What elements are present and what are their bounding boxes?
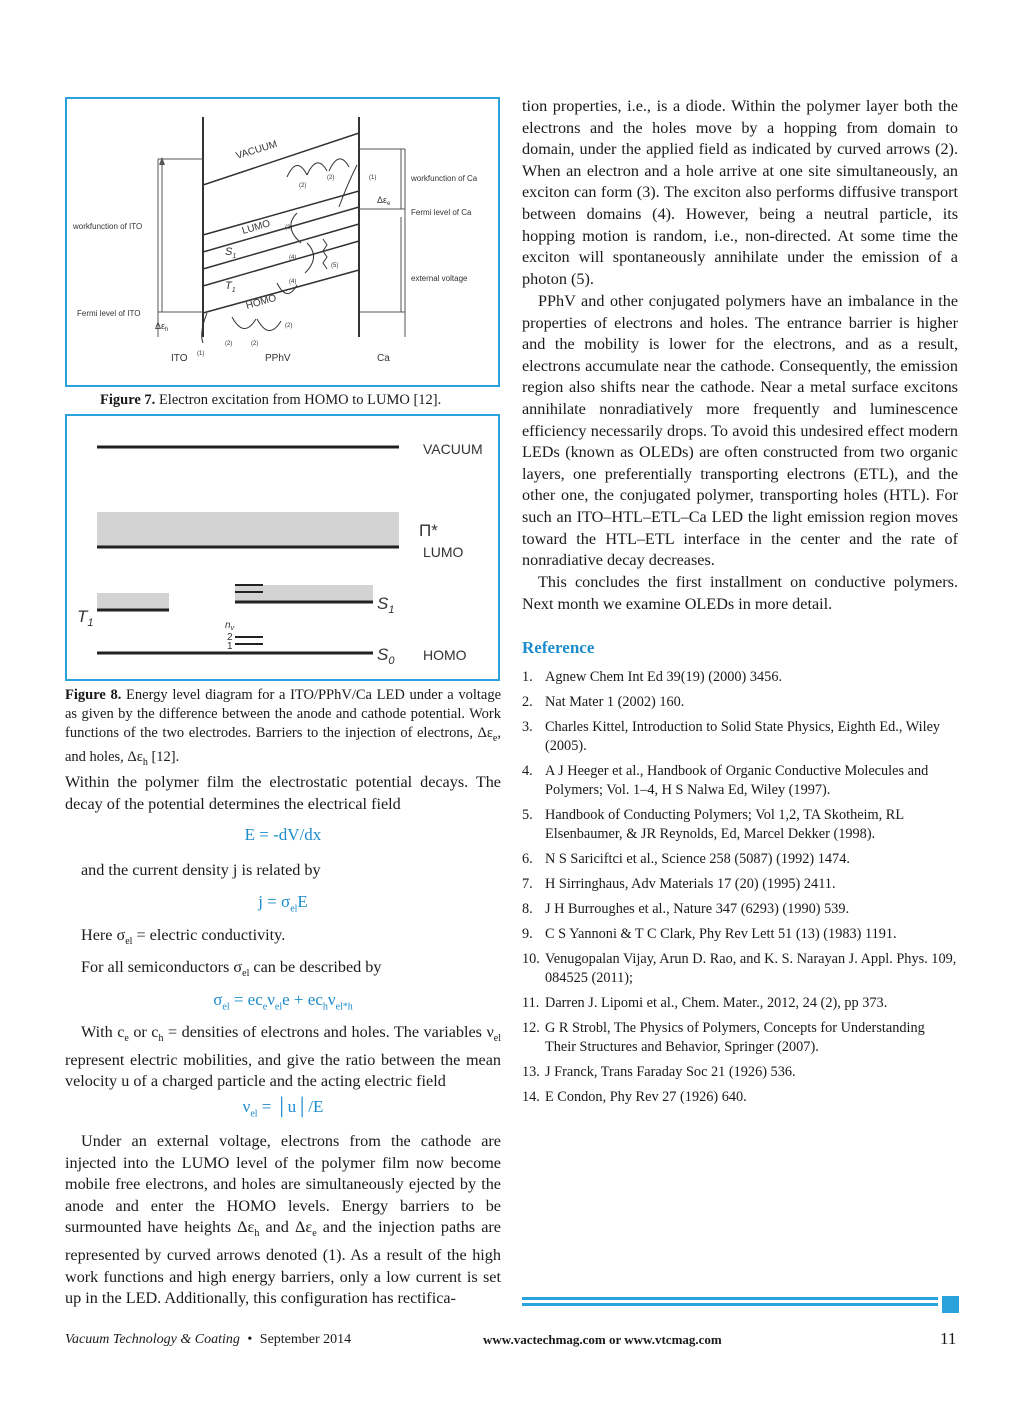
reference-text: Handbook of Conducting Polymers; Vol 1,2, TA Skotheim, RL Elsenbaumer, & JR Reynolds, Ed, Marcel Dekker (1998). bbox=[545, 807, 904, 842]
reference-item bbox=[522, 950, 958, 988]
reference-text: N S Sariciftci et al., Science 258 (5087) (1992) 1474. bbox=[545, 851, 850, 867]
reference-number: 14. bbox=[522, 1089, 540, 1105]
reference-text: J H Burroughes et al., Nature 347 (6293) (1990) 539. bbox=[545, 901, 850, 917]
svg-text:(4): (4) bbox=[289, 279, 297, 285]
reference-item bbox=[522, 1019, 958, 1057]
fig8-s1-band bbox=[235, 585, 373, 602]
reference-item bbox=[522, 718, 958, 756]
fig7-delta-ee-label: $\Delta\varepsilon_e$ bbox=[377, 195, 391, 207]
vacuum-level-line bbox=[203, 133, 359, 185]
footer-accent-rule bbox=[522, 1297, 938, 1309]
reference-number: 2. bbox=[522, 694, 533, 710]
reference-item bbox=[522, 668, 958, 687]
reference-text: C S Yannoni & T C Clark, Phy Rev Lett 51 (13) (1983) 1191. bbox=[545, 926, 897, 942]
figure-8-caption: Figure 8. Energy level diagram for a ITO/PPhV/Ca LED under a voltage as given by the difference between the anode and cathode potential. Work functions of the two electrodes. Barriers to the injection of electrons, $\Delta\varepsilon_e$, and holes, $\Delta\varepsilon_h$ [12]. bbox=[65, 687, 501, 768]
reference-text: H Sirringhaus, Adv Materials 17 (20) (1995) 2411. bbox=[545, 876, 836, 892]
left-para-3: Here $\sigma_{el}$ = electric conductivity. bbox=[81, 926, 286, 948]
fig7-t1-label: $T_1$ bbox=[225, 280, 236, 294]
footer-journal-info bbox=[65, 1332, 351, 1348]
reference-text: Venugopalan Vijay, Arun D. Rao, and K. S. Narayan J. Appl. Phys. 109, 084525 (2011); bbox=[545, 951, 957, 986]
svg-text:(2): (2) bbox=[285, 323, 293, 329]
reference-number: 5. bbox=[522, 807, 533, 823]
fig8-lumo-band bbox=[97, 512, 399, 547]
reference-item bbox=[522, 875, 958, 894]
fig8-nv-label: $n_v$ bbox=[225, 620, 235, 632]
reference-heading: Reference bbox=[522, 638, 595, 657]
reference-number: 11. bbox=[522, 995, 540, 1011]
fig8-lumo-label: LUMO bbox=[423, 544, 464, 560]
reference-number: 8. bbox=[522, 901, 533, 917]
fig7-delta-eh-label: $\Delta\varepsilon_h$ bbox=[155, 321, 169, 333]
svg-text:(1): (1) bbox=[197, 351, 205, 357]
svg-text:(3): (3) bbox=[285, 225, 293, 231]
fig8-s0-label: $S_0$ bbox=[377, 645, 395, 667]
reference-item bbox=[522, 806, 958, 844]
fig7-workfunction-ito-label: workfunction of ITO bbox=[73, 222, 143, 231]
footer-accent-square bbox=[942, 1296, 959, 1313]
fig7-ito-label: ITO bbox=[171, 353, 188, 364]
fig7-vacuum-label: VACUUM bbox=[234, 138, 279, 162]
svg-text:(2): (2) bbox=[251, 341, 259, 347]
reference-item bbox=[522, 850, 958, 869]
left-para-1: Within the polymer film the electrostatic potential decays. The decay of the potential determines the electrical field bbox=[65, 773, 501, 813]
reference-number: 1. bbox=[522, 669, 533, 685]
equation-electric-field: E = -dV/dx bbox=[244, 825, 322, 844]
reference-item bbox=[522, 1088, 958, 1107]
fig8-homo-label: HOMO bbox=[423, 647, 467, 663]
reference-text: J Franck, Trans Faraday Soc 21 (1926) 536. bbox=[545, 1064, 796, 1080]
fig7-workfunction-ca-label: workfunction of Ca bbox=[411, 174, 478, 183]
reference-text: G R Strobl, The Physics of Polymers, Concepts for Understanding Their Structures and Behavior, Springer (2007). bbox=[545, 1020, 925, 1055]
fig8-v1-label: 1 bbox=[227, 641, 233, 652]
reference-text: A J Heeger et al., Handbook of Organic Conductive Molecules and Polymers; Vol. 1–4, H S Nalwa Ed, Wiley (1997). bbox=[545, 763, 929, 798]
journal-name: Vacuum Technology & Coating bbox=[65, 1332, 240, 1347]
right-para-2: PPhV and other conjugated polymers have an imbalance in the properties of electrons and holes. The entrance barrier is higher and the mobility is lower for the electrons, and as a result, electrons accumulate near the cathode. Consequently, the emission region also shifts near the cathode. Near a metal surface excitons annihilate nonradiatively more frequently and luminescence efficiency necessarily drops. To avoid this undesired effect modern LEDs (known as OLEDs) are often constructed from two organic layers, one preferentially transporting electrons (ETL), and the other one, the conjugated polymer, transporting holes (HTL). For such an ITO–HTL–ETL–Ca LED the light emission region moves toward the HTL–ETL interface in the center and the rate of nonradiative decay decreases. bbox=[522, 292, 958, 570]
reference-number: 4. bbox=[522, 763, 533, 779]
reference-text: Agnew Chem Int Ed 39(19) (2000) 3456. bbox=[545, 669, 783, 685]
reference-text: Charles Kittel, Introduction to Solid State Physics, Eighth Ed., Wiley (2005). bbox=[545, 719, 941, 754]
footer-website[interactable]: www.vactechmag.com or www.vtcmag.com bbox=[483, 1332, 722, 1347]
reference-text: Darren J. Lipomi et al., Chem. Mater., 2012, 24 (2), pp 373. bbox=[545, 995, 888, 1011]
figure-8-frame bbox=[65, 414, 500, 681]
right-para-1: tion properties, i.e., is a diode. Within the polymer layer both the electrons and the holes move by a hopping from domain to domain, under the applied field as indicated by curved arrows (2). When an electron and a hole arrive at one site simultaneously, an exciton can form (3). The exciton also performs diffusive transport between domains (4). However, being a neutral particle, its hopping motion is random, i.e., non-directed. At some time the exciton will spontaneously annihilate under the emission of a photon (5). bbox=[522, 97, 958, 288]
svg-text:(2): (2) bbox=[299, 183, 307, 189]
left-para-6: Under an external voltage, electrons from the cathode are injected into the LUMO level of the polymer film now become mobile free electrons, and holes are simultaneously ejected by the anode and enter the HOMO levels. Energy barriers to be surmounted have heights $\Delta\varepsilon_h$ and $\Delta\varepsilon_e$ and the injection paths are represented by curved arrows denoted (1). As a result of the high work functions and high energy barriers, only a low current is set up in the LED. Additionally, this configuration has rectifica- bbox=[65, 1132, 501, 1308]
svg-text:(4): (4) bbox=[289, 255, 297, 261]
right-para-3: This concludes the first installment on conductive polymers. Next month we examine OLEDs in more detail. bbox=[522, 573, 958, 613]
reference-text: Nat Mater 1 (2002) 160. bbox=[545, 694, 685, 710]
reference-number: 9. bbox=[522, 926, 533, 942]
reference-number: 12. bbox=[522, 1020, 540, 1036]
figure-7-caption: Figure 7. Electron excitation from HOMO to LUMO [12]. bbox=[100, 392, 442, 408]
footer-separator: • bbox=[247, 1332, 253, 1347]
figure-7-diagram bbox=[67, 99, 498, 385]
reference-number: 13. bbox=[522, 1064, 540, 1080]
left-para-5: With $c_e$ or $c_h$ = densities of electrons and holes. The variables $\nu_{el}$ represent electric mobilities, and give the ratio between the mean velocity u of a charged particle and the acting electric field bbox=[65, 1023, 501, 1091]
reference-item bbox=[522, 762, 958, 800]
reference-item bbox=[522, 1063, 958, 1082]
fig8-s1-label: $S_1$ bbox=[377, 594, 395, 616]
fig7-ca-label: Ca bbox=[377, 353, 390, 364]
equation-current-density: $j = \sigma_{el}E$ bbox=[258, 892, 308, 915]
left-para-4: For all semiconductors $\sigma_{el}$ can be described by bbox=[81, 958, 382, 980]
fig8-v2-label: 2 bbox=[227, 632, 233, 643]
reference-text: E Condon, Phy Rev 27 (1926) 640. bbox=[545, 1089, 747, 1105]
fig8-vacuum-label: VACUUM bbox=[423, 441, 483, 457]
fig7-homo-label: HOMO bbox=[244, 292, 278, 312]
fig7-s1-label: $S_1$ bbox=[225, 246, 237, 260]
figure-7-frame bbox=[65, 97, 500, 387]
fig8-pi-star-label: Π* bbox=[419, 521, 438, 540]
fig7-pphv-label: PPhV bbox=[265, 353, 291, 364]
reference-number: 3. bbox=[522, 719, 533, 735]
fig7-external-voltage-label: external voltage bbox=[411, 274, 468, 283]
page-number: 11 bbox=[940, 1329, 957, 1348]
svg-text:(2): (2) bbox=[225, 341, 233, 347]
fig8-t1-label: $T_1$ bbox=[77, 607, 94, 629]
figure-8-diagram bbox=[67, 416, 498, 679]
fig7-lumo-label: LUMO bbox=[240, 218, 272, 237]
fig7-fermi-ca-label: Fermi level of Ca bbox=[411, 208, 472, 217]
equation-mobility: $\nu_{el}$ = │u│/E bbox=[242, 1097, 324, 1120]
reference-item bbox=[522, 900, 958, 919]
fig7-fermi-ito-label: Fermi level of ITO bbox=[77, 309, 141, 318]
reference-item bbox=[522, 994, 958, 1013]
fig8-t1-band bbox=[97, 593, 169, 610]
reference-number: 6. bbox=[522, 851, 533, 867]
reference-number: 7. bbox=[522, 876, 533, 892]
reference-list bbox=[522, 668, 958, 1113]
equation-conductivity: $\sigma_{el} = ec_e\nu_{el}e + ec_h\nu_{el*h}$ bbox=[213, 990, 353, 1013]
reference-item bbox=[522, 693, 958, 712]
reference-number: 10. bbox=[522, 951, 540, 967]
left-para-2: and the current density j is related by bbox=[81, 861, 321, 879]
svg-text:(2): (2) bbox=[327, 175, 335, 181]
svg-text:(5): (5) bbox=[331, 263, 339, 269]
svg-text:(1): (1) bbox=[369, 175, 377, 181]
issue-date: September 2014 bbox=[259, 1332, 352, 1347]
reference-item bbox=[522, 925, 958, 944]
